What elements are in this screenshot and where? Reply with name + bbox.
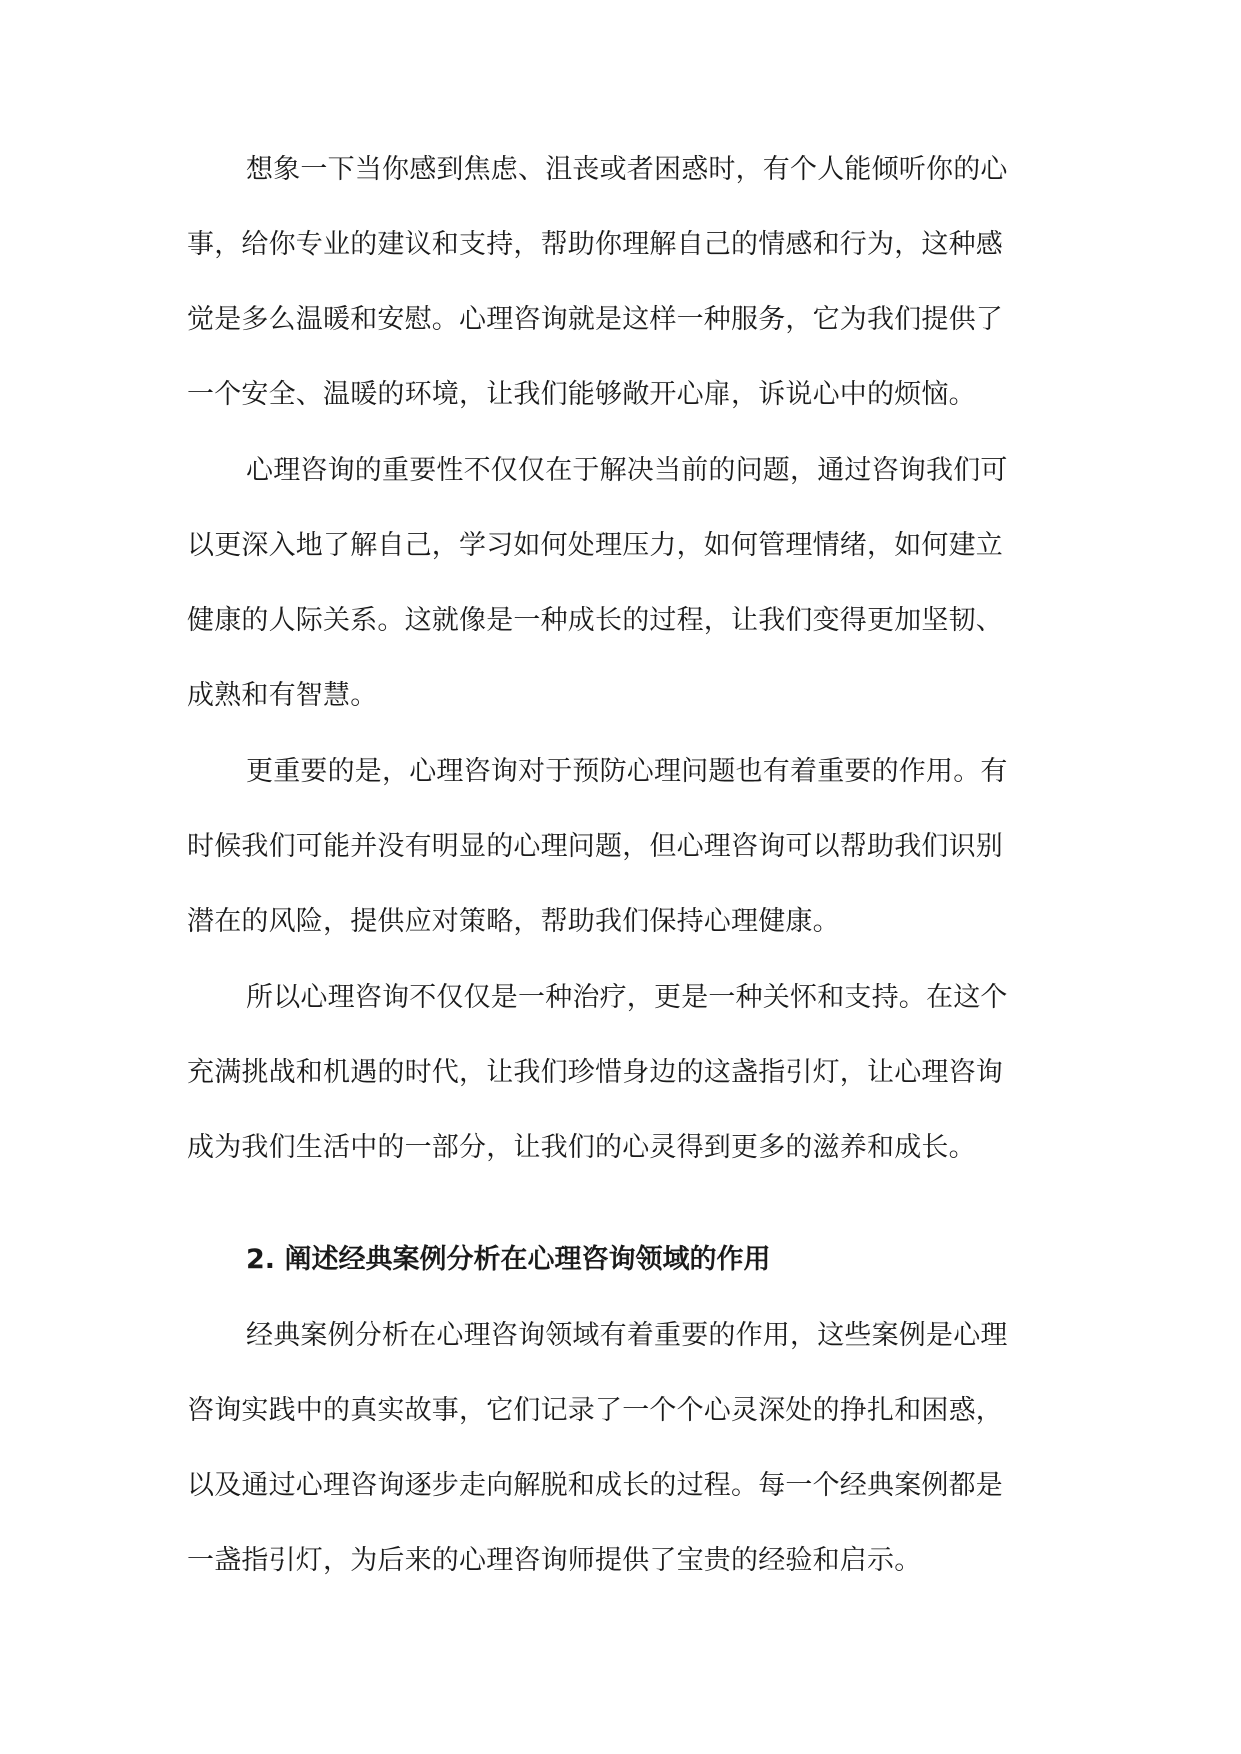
paragraph-1-line-4: 一个安全、温暖的环境，让我们能够敞开心扉，诉说心中的烦恼。: [187, 379, 976, 410]
paragraph-3-line-2: 时候我们可能并没有明显的心理问题，但心理咨询可以帮助我们识别: [187, 831, 1003, 862]
paragraph-1-line-3: 觉是多么温暖和安慰。心理咨询就是这样一种服务，它为我们提供了: [187, 304, 1003, 335]
paragraph-2-line-1: 心理咨询的重要性不仅仅在于解决当前的问题，通过咨询我们可: [246, 455, 1008, 486]
section-paragraph-line-4: 一盏指引灯，为后来的心理咨询师提供了宝贵的经验和启示。: [187, 1545, 922, 1576]
paragraph-3-line-1: 更重要的是，心理咨询对于预防心理问题也有着重要的作用。有: [246, 756, 1008, 787]
paragraph-4-line-3: 成为我们生活中的一部分，让我们的心灵得到更多的滋养和成长。: [187, 1132, 976, 1163]
paragraph-2-line-3: 健康的人际关系。这就像是一种成长的过程，让我们变得更加坚韧、: [187, 605, 1003, 636]
paragraph-3-line-3: 潜在的风险，提供应对策略，帮助我们保持心理健康。: [187, 906, 840, 937]
section-paragraph-line-1: 经典案例分析在心理咨询领域有着重要的作用，这些案例是心理: [246, 1320, 1008, 1351]
paragraph-1-line-2: 事，给你专业的建议和支持，帮助你理解自己的情感和行为，这种感: [187, 229, 1003, 260]
paragraph-2-line-4: 成熟和有智慧。: [187, 680, 378, 711]
section-paragraph-line-2: 咨询实践中的真实故事，它们记录了一个个心灵深处的挣扎和困惑，: [187, 1395, 1003, 1426]
paragraph-1-line-1: 想象一下当你感到焦虑、沮丧或者困惑时，有个人能倾听你的心: [246, 154, 1008, 185]
section-paragraph-line-3: 以及通过心理咨询逐步走向解脱和成长的过程。每一个经典案例都是: [187, 1470, 1003, 1501]
paragraph-4-line-1: 所以心理咨询不仅仅是一种治疗，更是一种关怀和支持。在这个: [246, 982, 1008, 1013]
paragraph-4-line-2: 充满挑战和机遇的时代，让我们珍惜身边的这盏指引灯，让心理咨询: [187, 1057, 1003, 1088]
paragraph-2-line-2: 以更深入地了解自己，学习如何处理压力，如何管理情绪，如何建立: [187, 530, 1003, 561]
section-heading: 2. 阐述经典案例分析在心理咨询领域的作用: [246, 1244, 771, 1275]
